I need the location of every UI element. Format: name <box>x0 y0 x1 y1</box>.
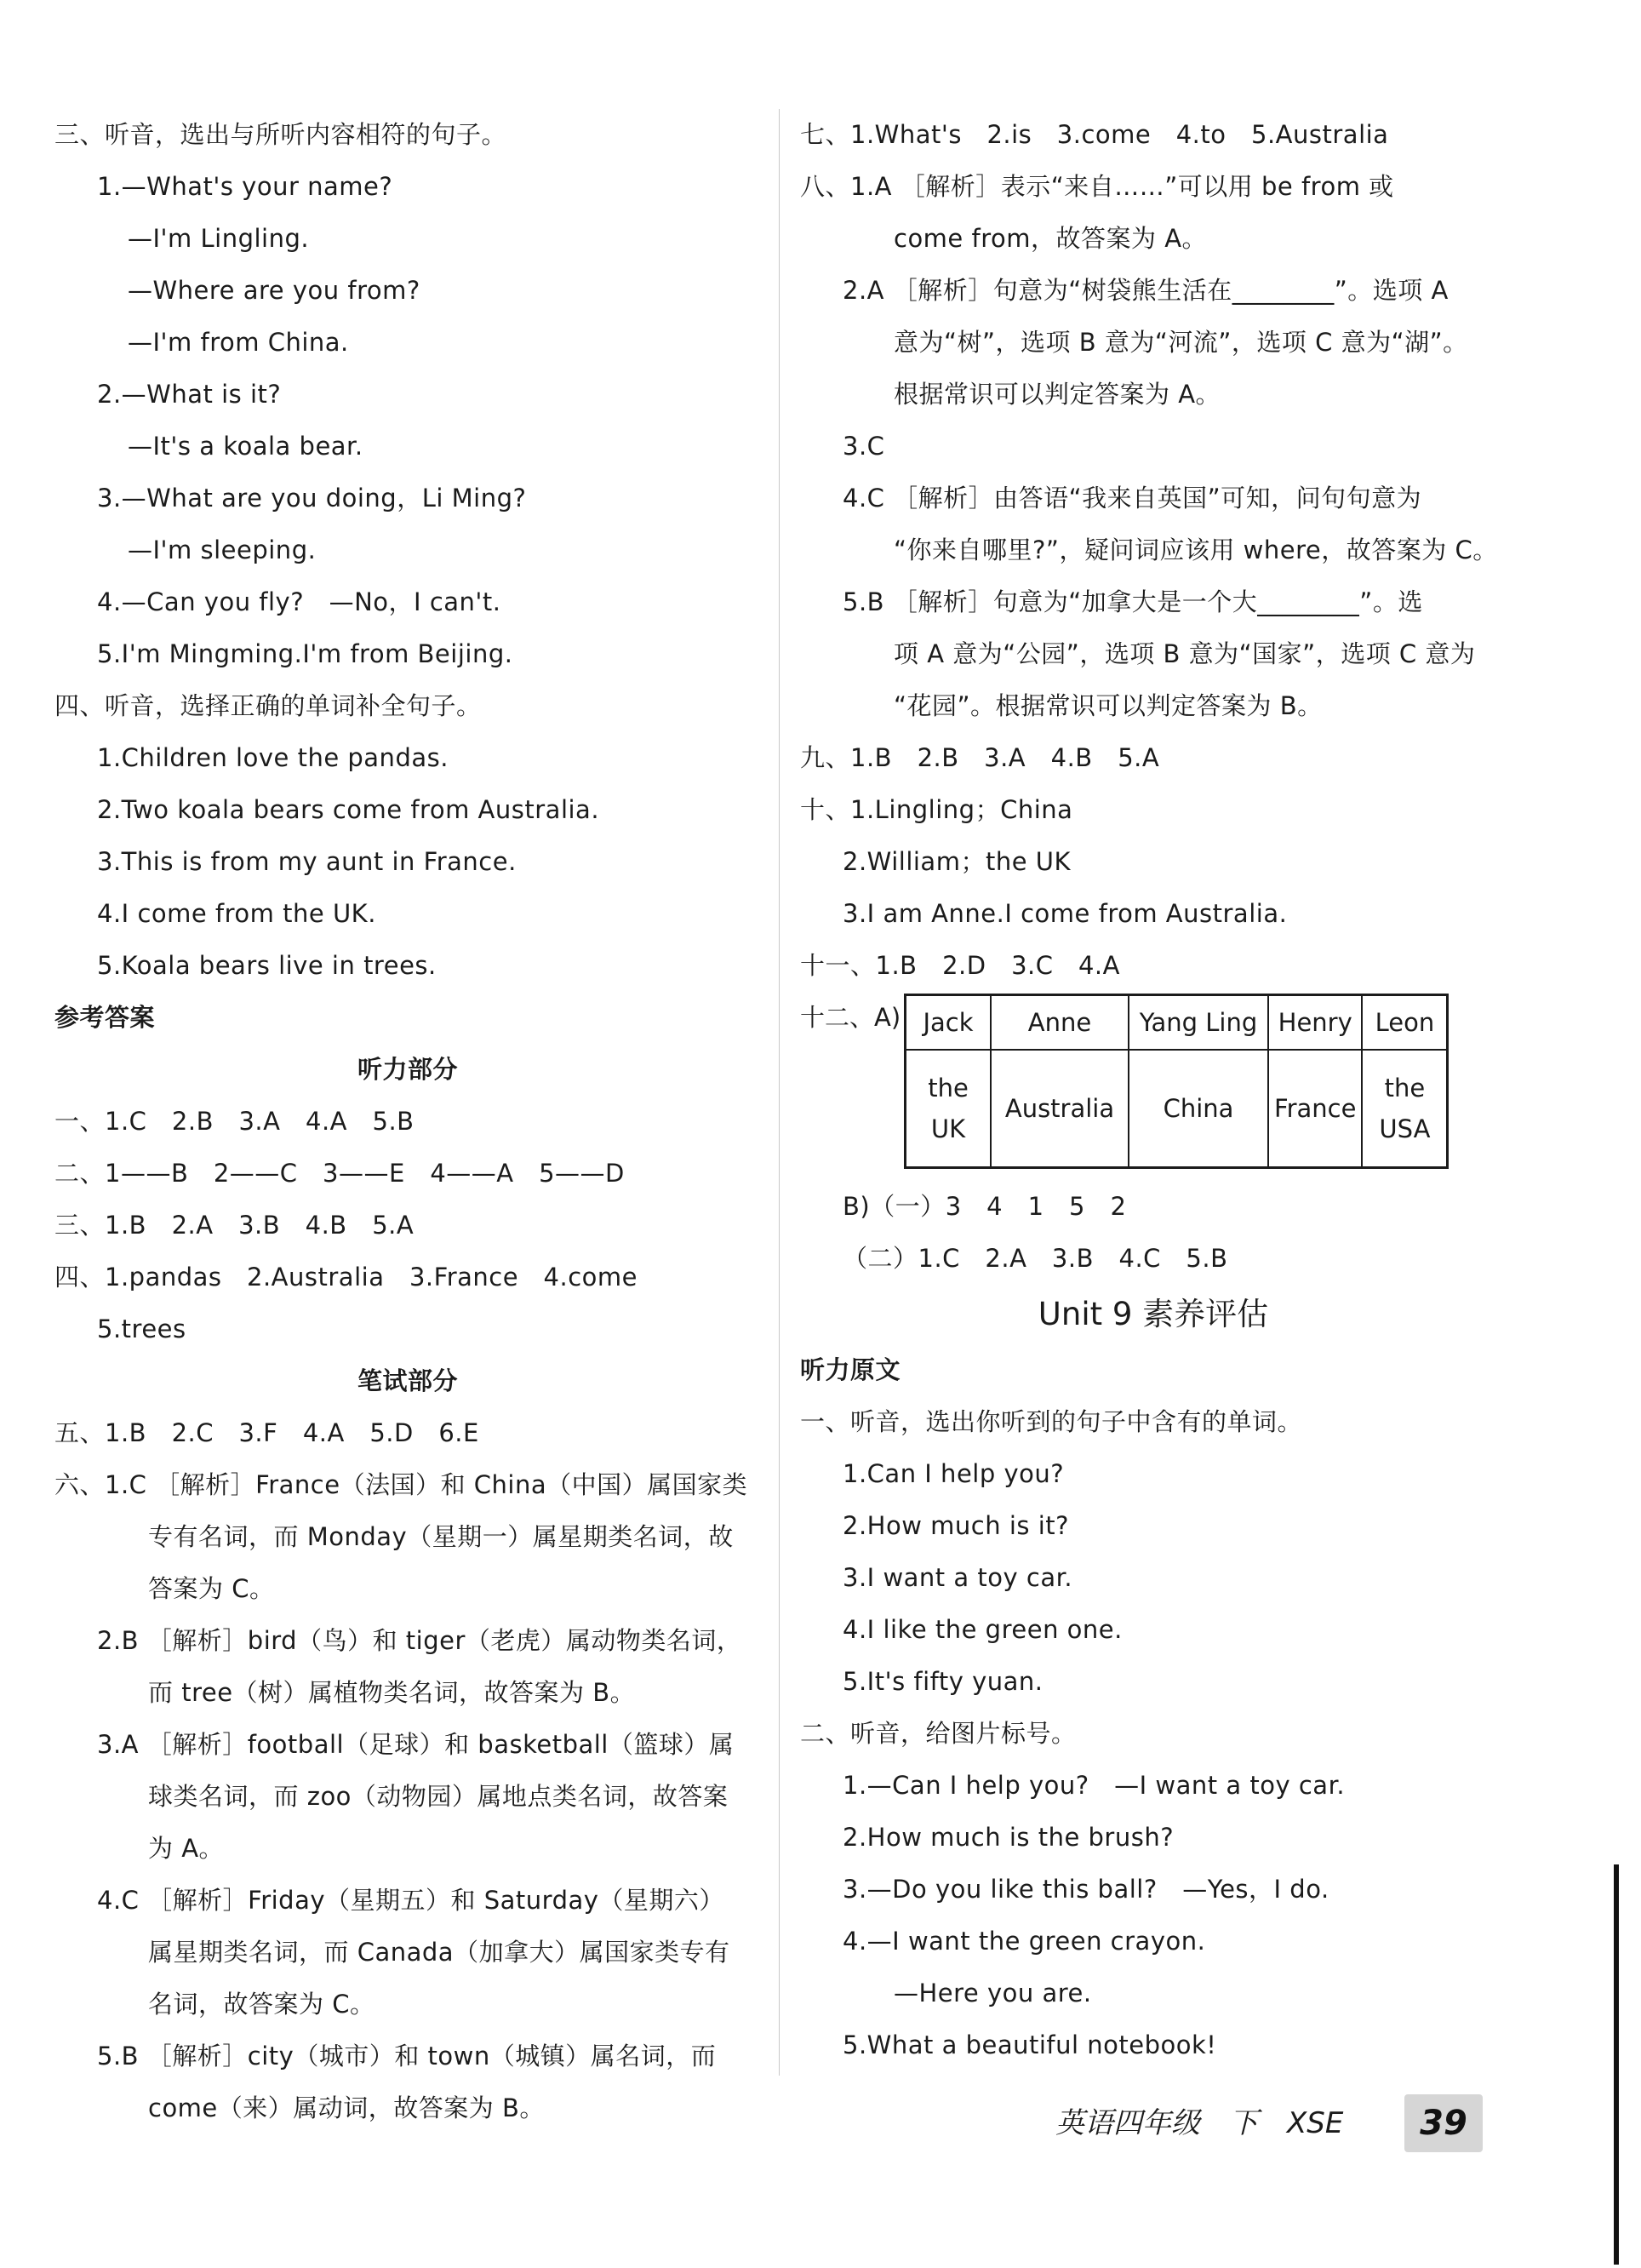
answer-line: 十、1.Lingling；China <box>800 795 1073 824</box>
left-column <box>54 109 761 2134</box>
table-cell: Anne <box>991 995 1129 1051</box>
text-line: 5.Koala bears live in trees. <box>97 951 437 980</box>
text-line: 3.This is from my aunt in France. <box>97 847 517 876</box>
table-cell: Jack <box>906 995 992 1051</box>
text-line: 2.How much is it? <box>843 1511 1070 1540</box>
footer-text: 英语四年级 下 XSE <box>1055 2106 1344 2140</box>
answer-line: 4.C ［解析］由答语“我来自英国”可知，问句句意为 <box>843 484 1422 513</box>
answer-line: 五、1.B 2.C 3.F 4.A 5.D 6.E <box>54 1418 479 1447</box>
answer-line: 十一、1.B 2.D 3.C 4.A <box>800 951 1120 980</box>
text-line: 1.Children love the pandas. <box>97 743 449 772</box>
table-cell: China <box>1129 1050 1268 1168</box>
section-heading: 四、听音，选择正确的单词补全句子。 <box>54 691 482 720</box>
text-line: 3.I want a toy car. <box>843 1563 1073 1592</box>
text-line: —I'm Lingling. <box>128 224 310 253</box>
answer-line: 专有名词，而 Monday（星期一）属星期类名词，故 <box>148 1522 734 1551</box>
answer-line: 四、1.pandas 2.Australia 3.France 4.come <box>54 1263 638 1292</box>
question-12 <box>800 992 1507 1169</box>
answer-line: 2.B ［解析］bird（鸟）和 tiger（老虎）属动物类名词， <box>97 1626 742 1655</box>
text-line: —I'm from China. <box>128 328 349 357</box>
column-divider <box>779 109 780 2076</box>
written-part-heading: 笔试部分 <box>357 1366 458 1395</box>
table-cell: the USA <box>1362 1050 1448 1168</box>
answer-line: “花园”。根据常识可以判定答案为 B。 <box>894 691 1323 720</box>
table-cell: Leon <box>1362 995 1448 1051</box>
page-number: 39 <box>1404 2094 1483 2152</box>
answer-line: 5.trees <box>97 1314 186 1343</box>
answer-line: come（来）属动词，故答案为 B。 <box>148 2093 545 2122</box>
text-line: 4.—I want the green crayon. <box>843 1927 1206 1956</box>
listening-script-heading: 听力原文 <box>800 1355 901 1384</box>
name-country-table <box>904 994 1449 1169</box>
answer-line: （二）1.C 2.A 3.B 4.C 5.B <box>843 1244 1228 1273</box>
text-line: 4.—Can you fly? —No，I can't. <box>97 587 501 616</box>
answer-line: 3.C <box>843 432 885 461</box>
section-heading: 二、听音，给图片标号。 <box>800 1719 1077 1748</box>
text-line: —It's a koala bear. <box>128 432 363 461</box>
answer-line: B)（一）3 4 1 5 2 <box>843 1192 1127 1221</box>
unit-title: Unit 9 素养评估 <box>1038 1296 1269 1332</box>
table-cell: France <box>1268 1050 1362 1168</box>
answer-line: 为 A。 <box>148 1834 225 1863</box>
answer-line: 3.A ［解析］football（足球）和 basketball（篮球）属 <box>97 1730 735 1759</box>
text-line: 3.—What are you doing，Li Ming? <box>97 484 527 513</box>
text-line: —I'm sleeping. <box>128 536 317 564</box>
answer-line: 六、1.C ［解析］France（法国）和 China（中国）属国家类 <box>54 1470 748 1499</box>
answer-line: 2.A ［解析］句意为“树袋熊生活在________”。选项 A <box>843 276 1449 305</box>
answer-line: 一、1.C 2.B 3.A 4.A 5.B <box>54 1107 415 1136</box>
table-cell: Yang Ling <box>1129 995 1268 1051</box>
text-line: 4.I like the green one. <box>843 1615 1123 1644</box>
text-line: 4.I come from the UK. <box>97 899 376 928</box>
answer-line: “你来自哪里?”，疑问词应该用 where，故答案为 C。 <box>894 536 1498 564</box>
table-row <box>906 1050 1448 1168</box>
answer-line: 项 A 意为“公园”，选项 B 意为“国家”，选项 C 意为 <box>894 639 1476 668</box>
text-line: 1.—What's your name? <box>97 172 393 201</box>
answer-line: 属星期类名词，而 Canada（加拿大）属国家类专有 <box>148 1938 730 1967</box>
listening-part-heading: 听力部分 <box>357 1055 458 1084</box>
answer-line: 二、1——B 2——C 3——E 4——A 5——D <box>54 1159 625 1188</box>
answer-line: 意为“树”，选项 B 意为“河流”，选项 C 意为“湖”。 <box>894 328 1468 357</box>
table-cell: Henry <box>1268 995 1362 1051</box>
text-line: 1.—Can I help you? —I want a toy car. <box>843 1771 1346 1800</box>
text-line: 5.I'm Mingming.I'm from Beijing. <box>97 639 513 668</box>
answer-line: 三、1.B 2.A 3.B 4.B 5.A <box>54 1211 415 1240</box>
table-row <box>906 995 1448 1051</box>
answer-line: 4.C ［解析］Friday（星期五）和 Saturday（星期六） <box>97 1886 724 1915</box>
text-line: —Where are you from? <box>128 276 420 305</box>
answer-line: 答案为 C。 <box>148 1574 275 1603</box>
text-line: —Here you are. <box>894 1979 1092 2007</box>
answer-line: 5.B ［解析］city（城市）和 town（城镇）属名词，而 <box>97 2042 717 2070</box>
answer-line: 七、1.What's 2.is 3.come 4.to 5.Australia <box>800 120 1389 149</box>
answer-line: 名词，故答案为 C。 <box>148 1990 375 2019</box>
text-line: 2.Two koala bears come from Australia. <box>97 795 600 824</box>
answer-line: 2.William；the UK <box>843 847 1072 876</box>
text-line: 1.Can I help you? <box>843 1459 1065 1488</box>
answer-line: 3.I am Anne.I come from Australia. <box>843 899 1288 928</box>
text-line: 5.What a beautiful notebook! <box>843 2030 1217 2059</box>
right-column <box>800 109 1507 2071</box>
answers-heading: 参考答案 <box>54 1003 156 1032</box>
answer-line: 八、1.A ［解析］表示“来自……”可以用 be from 或 <box>800 172 1394 201</box>
answer-line: 球类名词，而 zoo（动物园）属地点类名词，故答案 <box>148 1782 729 1811</box>
table-cell: the UK <box>906 1050 992 1168</box>
question-12-label: 十二、A) <box>800 1003 901 1032</box>
answer-line: 九、1.B 2.B 3.A 4.B 5.A <box>800 743 1160 772</box>
text-line: 2.How much is the brush? <box>843 1823 1175 1852</box>
text-line: 3.—Do you like this ball? —Yes，I do. <box>843 1875 1329 1904</box>
section-heading: 三、听音，选出与所听内容相符的句子。 <box>54 120 507 149</box>
text-line: 5.It's fifty yuan. <box>843 1667 1043 1696</box>
answer-line: 5.B ［解析］句意为“加拿大是一个大________”。选 <box>843 587 1423 616</box>
answer-line: 而 tree（树）属植物类名词，故答案为 B。 <box>148 1678 636 1707</box>
section-heading: 一、听音，选出你听到的句子中含有的单词。 <box>800 1407 1303 1436</box>
table-cell: Australia <box>991 1050 1129 1168</box>
answer-line: 根据常识可以判定答案为 A。 <box>894 380 1221 409</box>
answer-line: come from，故答案为 A。 <box>894 224 1208 253</box>
text-line: 2.—What is it? <box>97 380 282 409</box>
page-edge-mark <box>1614 1864 1619 2265</box>
